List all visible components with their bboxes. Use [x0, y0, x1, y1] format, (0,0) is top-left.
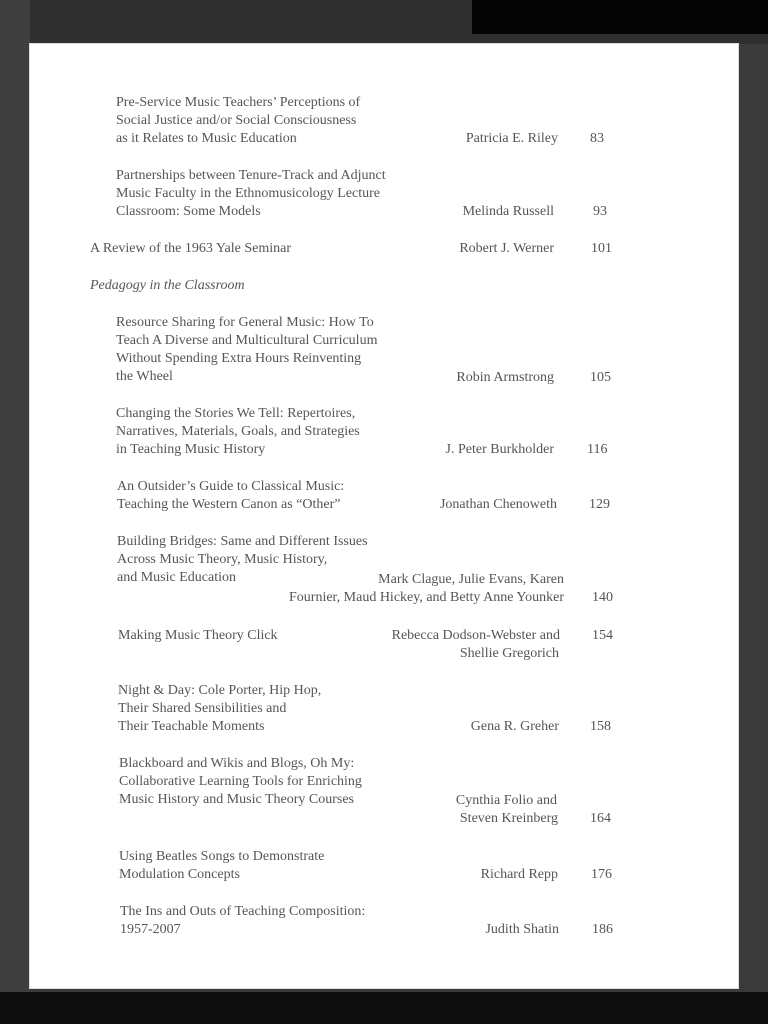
toc-entry-page: 83: [590, 131, 604, 146]
toc-entry-page: 129: [589, 497, 610, 512]
toc-entry-title-line: Making Music Theory Click: [118, 628, 278, 643]
toc-entry-author: Shellie Gregorich: [459, 646, 559, 661]
toc-entry-page: 105: [590, 370, 611, 385]
toc-entry-author: Robert J. Werner: [459, 241, 554, 256]
toc-entry-title-line: as it Relates to Music Education: [116, 131, 297, 146]
toc-entry-page: 158: [590, 719, 611, 734]
toc-entry-title-line: Building Bridges: Same and Different Issues: [117, 534, 368, 549]
toc-entry-title-line: Social Justice and/or Social Consciousness: [116, 113, 357, 128]
toc-entry-author: Patricia E. Riley: [465, 131, 558, 146]
toc-entry-author: Fournier, Maud Hickey, and Betty Anne Younker: [289, 590, 564, 605]
toc-entry-title-line: Modulation Concepts: [119, 867, 240, 882]
toc-entry-title-line: 1957-2007: [120, 922, 181, 937]
toc-entry-title-line: Across Music Theory, Music History,: [117, 552, 328, 567]
toc-entry-title-line: in Teaching Music History: [116, 442, 266, 457]
toc-entry-title-line: Teach A Diverse and Multicultural Curriculum: [116, 333, 378, 348]
toc-entry-page: 154: [592, 628, 613, 643]
scanner-left-border: [0, 0, 30, 1024]
toc-entry-title-line: Partnerships between Tenure-Track and Adjunct: [116, 168, 386, 183]
toc-entry-title-line: A Review of the 1963 Yale Seminar: [90, 241, 292, 256]
toc-entry-title-line: An Outsider’s Guide to Classical Music:: [117, 479, 345, 494]
toc-entry-page: 116: [587, 442, 608, 457]
toc-entry-page: 186: [592, 922, 613, 937]
document-page: [30, 44, 738, 988]
toc-entry-title-line: Pre-Service Music Teachers’ Perceptions of: [116, 95, 361, 110]
toc-entry-title-line: The Ins and Outs of Teaching Composition:: [120, 904, 366, 919]
toc-entry-title-line: Resource Sharing for General Music: How To: [116, 315, 374, 330]
toc-entry-author: Melinda Russell: [462, 204, 554, 219]
toc-entry-author: J. Peter Burkholder: [445, 442, 554, 457]
toc-entry-title-line: Teaching the Western Canon as “Other”: [117, 497, 341, 512]
toc-entry-author: Mark Clague, Julie Evans, Karen: [378, 572, 564, 587]
toc-entry-page: 176: [591, 867, 612, 882]
toc-entry-title-line: Narratives, Materials, Goals, and Strategies: [116, 424, 360, 439]
toc-entry-title-line: Classroom: Some Models: [116, 204, 261, 219]
toc-entry-title-line: Music Faculty in the Ethnomusicology Lecture: [116, 186, 381, 201]
toc-entry-page: 101: [591, 241, 612, 256]
scanner-bottom-border: [0, 992, 768, 1024]
toc-entry-title-line: Without Spending Extra Hours Reinventing: [116, 351, 362, 366]
toc-entry-title-line: Their Teachable Moments: [118, 719, 265, 734]
toc-entry-title-line: the Wheel: [116, 369, 173, 384]
scanner-top-shadow: [472, 0, 768, 34]
toc-entry-title-line: and Music Education: [117, 570, 236, 585]
toc-entry-page: 164: [590, 811, 611, 826]
toc-entry-title-line: Using Beatles Songs to Demonstrate: [119, 849, 325, 864]
toc-entry-author: Jonathan Chenoweth: [439, 497, 557, 512]
toc-entry-author: Cynthia Folio and: [455, 793, 557, 808]
section-heading: Pedagogy in the Classroom: [90, 278, 245, 293]
toc-entry-author: Robin Armstrong: [456, 370, 554, 385]
toc-entry-page: 140: [592, 590, 613, 605]
toc-entry-page: 93: [593, 204, 607, 219]
toc-entry-author: Gena R. Greher: [470, 719, 559, 734]
toc-entry-author: Judith Shatin: [485, 922, 559, 937]
toc-entry-title-line: Changing the Stories We Tell: Repertoires,: [116, 406, 356, 421]
toc-entry-author: Richard Repp: [480, 867, 558, 882]
toc-entry-author: Steven Kreinberg: [459, 811, 558, 826]
toc-entry-title-line: Their Shared Sensibilities and: [118, 701, 287, 716]
toc-entry-title-line: Collaborative Learning Tools for Enriching: [119, 774, 362, 789]
toc-entry-title-line: Music History and Music Theory Courses: [119, 792, 354, 807]
toc-entry-title-line: Night & Day: Cole Porter, Hip Hop,: [118, 683, 322, 698]
toc-entry-author: Rebecca Dodson-Webster and: [391, 628, 560, 643]
toc-entry-title-line: Blackboard and Wikis and Blogs, Oh My:: [119, 756, 355, 771]
